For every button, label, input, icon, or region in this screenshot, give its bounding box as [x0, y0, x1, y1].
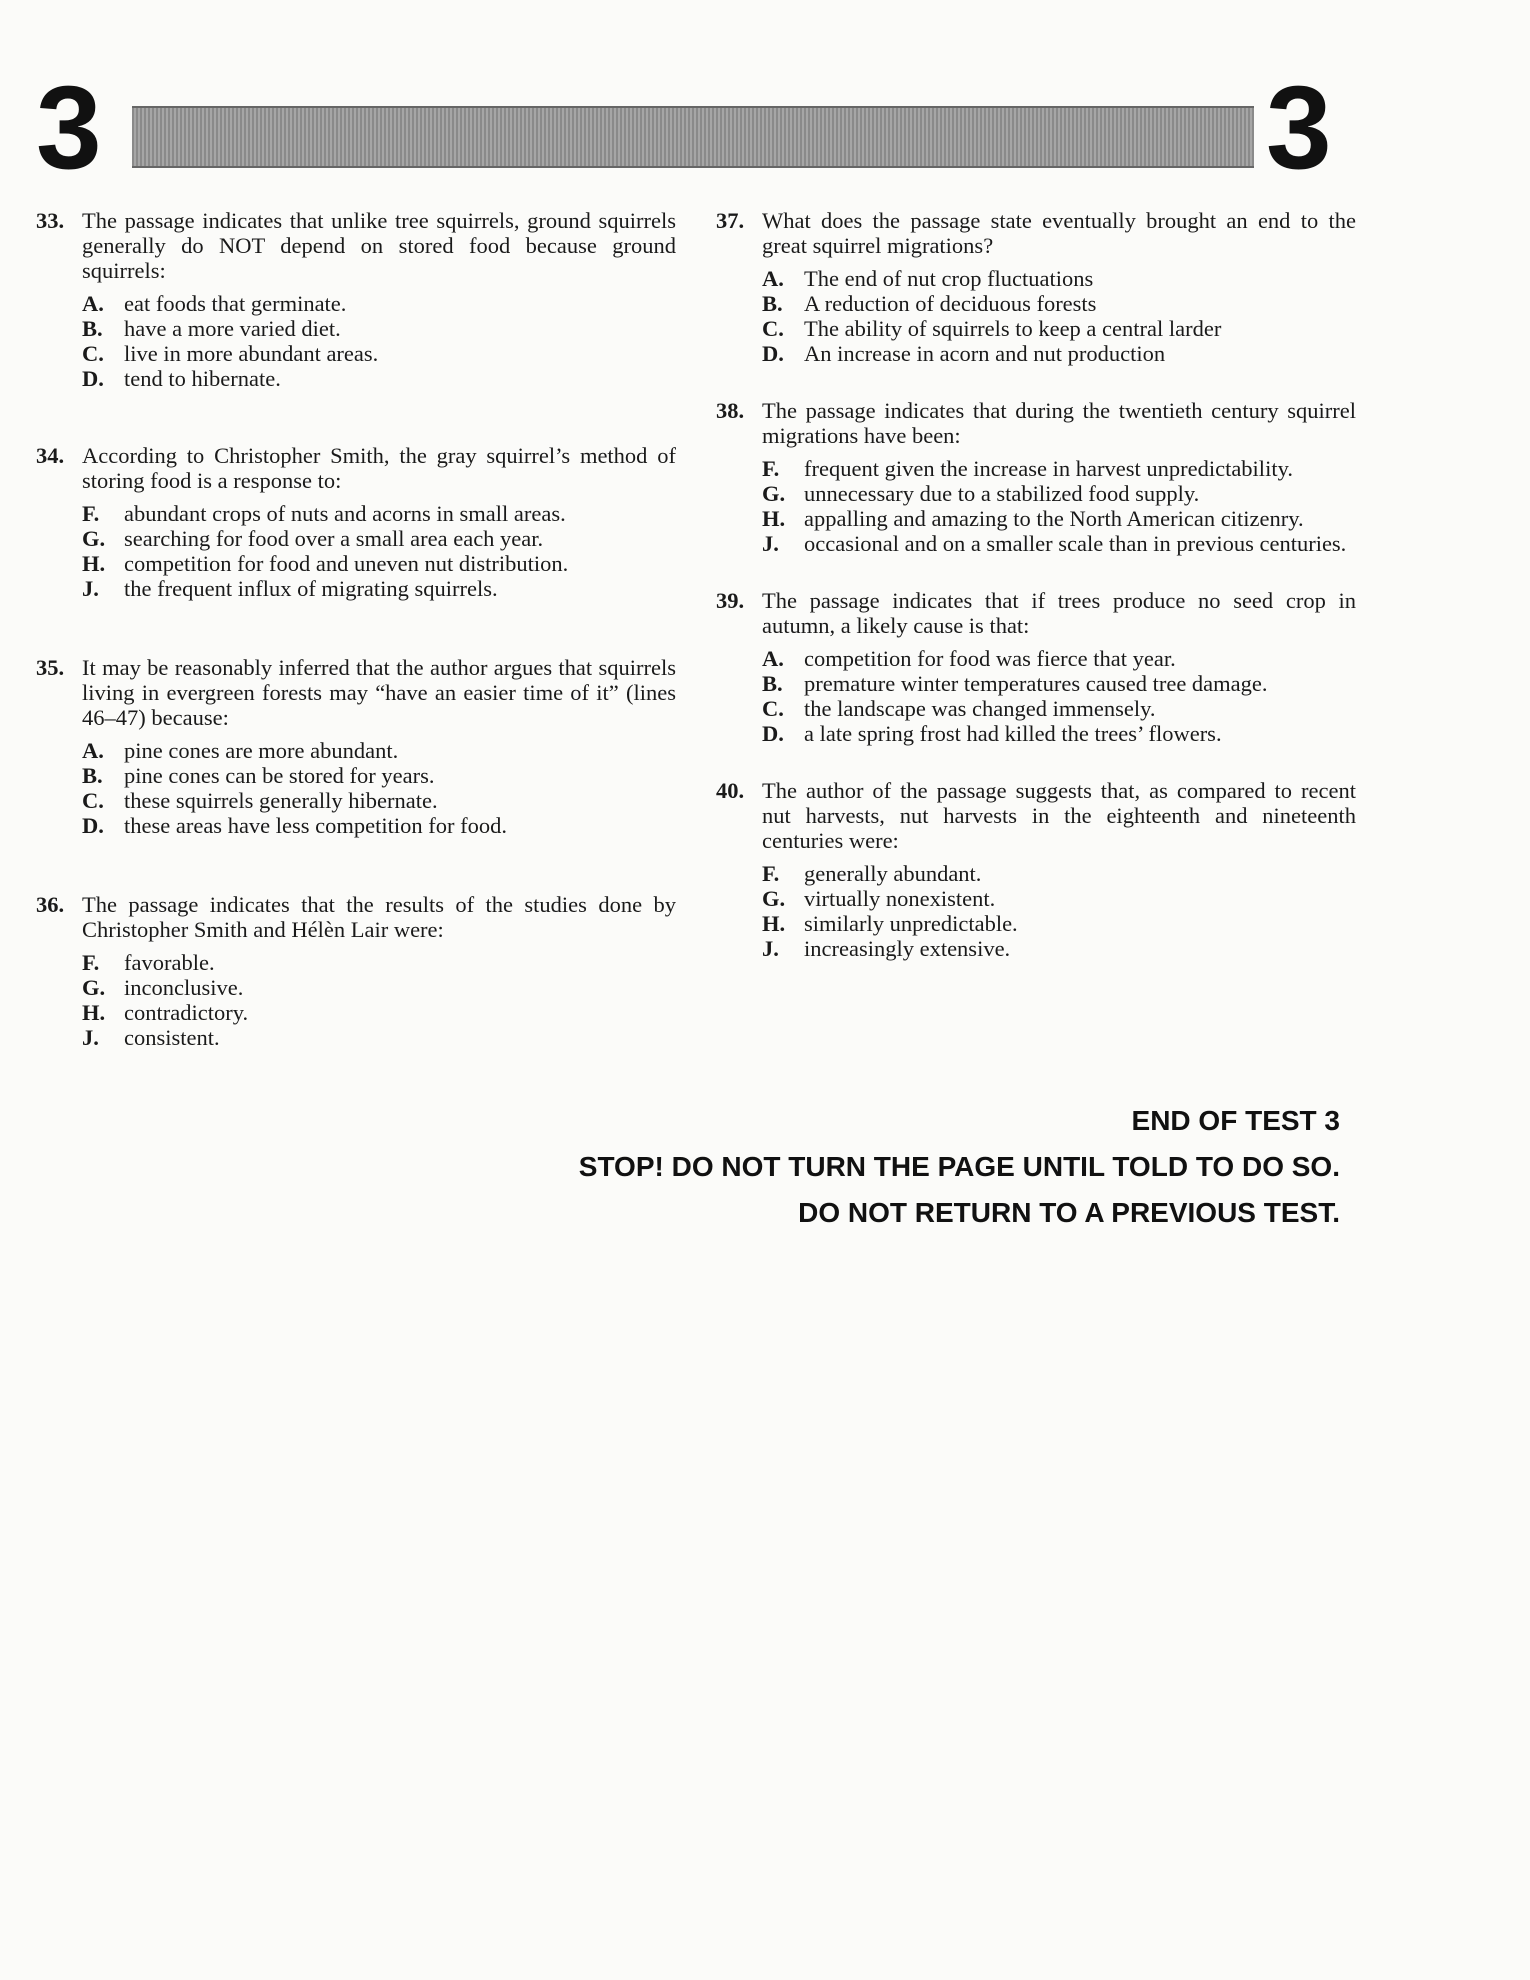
- answer-choices: [36, 950, 676, 1050]
- question-stem: [36, 655, 676, 730]
- question-text: It may be reasonably inferred that the author argues that squirrels living in evergreen forests may “have an easier time of it” (lines 46–47) because:: [82, 655, 676, 730]
- question: [716, 588, 1356, 746]
- section-number-left: 3: [36, 62, 102, 194]
- answer-choice: [82, 526, 676, 551]
- choice-letter: A.: [82, 291, 104, 316]
- answer-choice: [82, 1025, 676, 1050]
- question-stem: [36, 443, 676, 493]
- choice-letter: G.: [82, 526, 106, 551]
- end-of-test-heading: END OF TEST 3: [1131, 1105, 1340, 1136]
- answer-choice: [762, 341, 1356, 366]
- answer-choice: [762, 266, 1356, 291]
- choice-letter: D.: [762, 341, 784, 366]
- answer-choices: [716, 456, 1356, 556]
- answer-choice: [82, 738, 676, 763]
- question-text: The passage indicates that if trees produce no seed crop in autumn, a likely cause is that:: [762, 588, 1356, 638]
- choice-letter: A.: [82, 738, 104, 763]
- choice-letter: A.: [762, 646, 784, 671]
- answer-choices: [716, 861, 1356, 961]
- question-number: 34.: [36, 443, 65, 468]
- question-number: 39.: [716, 588, 745, 613]
- choice-text: A reduction of deciduous forests: [804, 291, 1097, 316]
- answer-choice: [82, 576, 676, 601]
- section-header-bar: [132, 106, 1254, 168]
- choice-text: premature winter temperatures caused tree damage.: [804, 671, 1268, 696]
- answer-choice: [762, 696, 1356, 721]
- answer-choice: [762, 861, 1356, 886]
- answer-choices: [36, 738, 676, 838]
- question-stem: [716, 588, 1356, 638]
- question-stem: [716, 778, 1356, 853]
- answer-choice: [762, 456, 1356, 481]
- question-number: 35.: [36, 655, 65, 680]
- choice-text: pine cones are more abundant.: [124, 738, 399, 763]
- choice-letter: H.: [82, 1000, 106, 1025]
- answer-choice: [82, 788, 676, 813]
- choice-letter: F.: [762, 861, 780, 886]
- choice-text: frequent given the increase in harvest unpredictability.: [804, 456, 1293, 481]
- question: [36, 655, 676, 838]
- choice-letter: F.: [82, 950, 100, 975]
- answer-choice: [82, 950, 676, 975]
- question-stem: [716, 398, 1356, 448]
- question-stem: [716, 208, 1356, 258]
- choice-letter: D.: [82, 366, 104, 391]
- choice-letter: C.: [82, 788, 104, 813]
- choice-text: tend to hibernate.: [124, 366, 281, 391]
- choice-text: increasingly extensive.: [804, 936, 1011, 961]
- choice-letter: B.: [82, 763, 103, 788]
- question: [716, 208, 1356, 366]
- choice-letter: B.: [762, 291, 783, 316]
- answer-choice: [82, 813, 676, 838]
- answer-choice: [762, 291, 1356, 316]
- question-text: What does the passage state eventually brought an end to the great squirrel migrations?: [762, 208, 1356, 258]
- choice-text: abundant crops of nuts and acorns in small areas.: [124, 501, 566, 526]
- choice-letter: C.: [762, 696, 784, 721]
- choice-text: generally abundant.: [804, 861, 982, 886]
- choice-text: appalling and amazing to the North American citizenry.: [804, 506, 1304, 531]
- choice-text: pine cones can be stored for years.: [124, 763, 435, 788]
- choice-letter: A.: [762, 266, 784, 291]
- question-text: The passage indicates that the results of the studies done by Christopher Smith and Hélèn Lair were:: [82, 892, 676, 942]
- choice-letter: C.: [762, 316, 784, 341]
- answer-choice: [82, 975, 676, 1000]
- question: [716, 778, 1356, 961]
- question-stem: [36, 892, 676, 942]
- choice-letter: C.: [82, 341, 104, 366]
- choice-letter: B.: [82, 316, 103, 341]
- question-text: The author of the passage suggests that, as compared to recent nut harvests, nut harvests in the eighteenth and nineteenth centuries were:: [762, 778, 1356, 853]
- question-number: 40.: [716, 778, 745, 803]
- choice-text: competition for food was fierce that year.: [804, 646, 1176, 671]
- choice-text: contradictory.: [124, 1000, 249, 1025]
- choice-text: occasional and on a smaller scale than in previous centuries.: [804, 531, 1347, 556]
- answer-choice: [82, 366, 676, 391]
- choice-letter: J.: [82, 576, 99, 601]
- answer-choice: [82, 341, 676, 366]
- answer-choice: [82, 551, 676, 576]
- question-number: 37.: [716, 208, 745, 233]
- choice-text: the frequent influx of migrating squirrels.: [124, 576, 498, 601]
- choice-letter: H.: [762, 911, 786, 936]
- choice-text: virtually nonexistent.: [804, 886, 996, 911]
- choice-letter: F.: [82, 501, 100, 526]
- answer-choice: [82, 763, 676, 788]
- choice-text: live in more abundant areas.: [124, 341, 379, 366]
- answer-choice: [82, 316, 676, 341]
- answer-choice: [762, 316, 1356, 341]
- answer-choice: [762, 886, 1356, 911]
- answer-choice: [762, 911, 1356, 936]
- answer-choice: [82, 501, 676, 526]
- choice-text: these squirrels generally hibernate.: [124, 788, 438, 813]
- choice-letter: H.: [82, 551, 106, 576]
- right-column: [716, 208, 1356, 961]
- answer-choices: [36, 501, 676, 601]
- question-text: According to Christopher Smith, the gray squirrel’s method of storing food is a response to:: [82, 443, 676, 493]
- answer-choice: [762, 936, 1356, 961]
- choice-letter: G.: [82, 975, 106, 1000]
- choice-text: eat foods that germinate.: [124, 291, 347, 316]
- choice-text: these areas have less competition for food.: [124, 813, 507, 838]
- question-text: The passage indicates that unlike tree squirrels, ground squirrels generally do NOT depend on stored food because ground squirrels:: [82, 208, 676, 283]
- choice-text: The end of nut crop fluctuations: [804, 266, 1094, 291]
- question-stem: [36, 208, 676, 283]
- choice-text: searching for food over a small area each year.: [124, 526, 544, 551]
- left-column: [36, 208, 676, 1050]
- choice-letter: G.: [762, 886, 786, 911]
- answer-choice: [762, 646, 1356, 671]
- choice-letter: D.: [82, 813, 104, 838]
- choice-text: unnecessary due to a stabilized food supply.: [804, 481, 1200, 506]
- answer-choice: [762, 506, 1356, 531]
- choice-text: the landscape was changed immensely.: [804, 696, 1156, 721]
- choice-letter: D.: [762, 721, 784, 746]
- choice-text: consistent.: [124, 1025, 220, 1050]
- question-number: 33.: [36, 208, 65, 233]
- answer-choice: [762, 481, 1356, 506]
- choice-letter: F.: [762, 456, 780, 481]
- choice-text: An increase in acorn and nut production: [804, 341, 1166, 366]
- no-return-instruction: DO NOT RETURN TO A PREVIOUS TEST.: [798, 1197, 1340, 1228]
- choice-letter: G.: [762, 481, 786, 506]
- answer-choices: [716, 266, 1356, 366]
- question: [716, 398, 1356, 556]
- choice-text: favorable.: [124, 950, 215, 975]
- question-number: 38.: [716, 398, 745, 423]
- choice-text: competition for food and uneven nut distribution.: [124, 551, 569, 576]
- choice-letter: J.: [762, 936, 779, 961]
- question: [36, 443, 676, 601]
- answer-choice: [762, 721, 1356, 746]
- stop-instruction: STOP! DO NOT TURN THE PAGE UNTIL TOLD TO DO SO.: [578, 1151, 1340, 1182]
- question: [36, 208, 676, 391]
- answer-choices: [36, 291, 676, 391]
- choice-text: The ability of squirrels to keep a central larder: [804, 316, 1222, 341]
- choice-letter: H.: [762, 506, 786, 531]
- choice-text: similarly unpredictable.: [804, 911, 1018, 936]
- answer-choices: [716, 646, 1356, 746]
- choice-text: a late spring frost had killed the trees’ flowers.: [804, 721, 1222, 746]
- question: [36, 892, 676, 1050]
- question-number: 36.: [36, 892, 65, 917]
- answer-choice: [762, 531, 1356, 556]
- answer-choice: [82, 1000, 676, 1025]
- choice-letter: B.: [762, 671, 783, 696]
- choice-letter: J.: [762, 531, 779, 556]
- choice-text: inconclusive.: [124, 975, 244, 1000]
- answer-choice: [82, 291, 676, 316]
- choice-letter: J.: [82, 1025, 99, 1050]
- choice-text: have a more varied diet.: [124, 316, 341, 341]
- section-number-right: 3: [1266, 62, 1332, 194]
- question-text: The passage indicates that during the twentieth century squirrel migrations have been:: [762, 398, 1356, 448]
- end-of-test-notice: [579, 1098, 1340, 1236]
- answer-choice: [762, 671, 1356, 696]
